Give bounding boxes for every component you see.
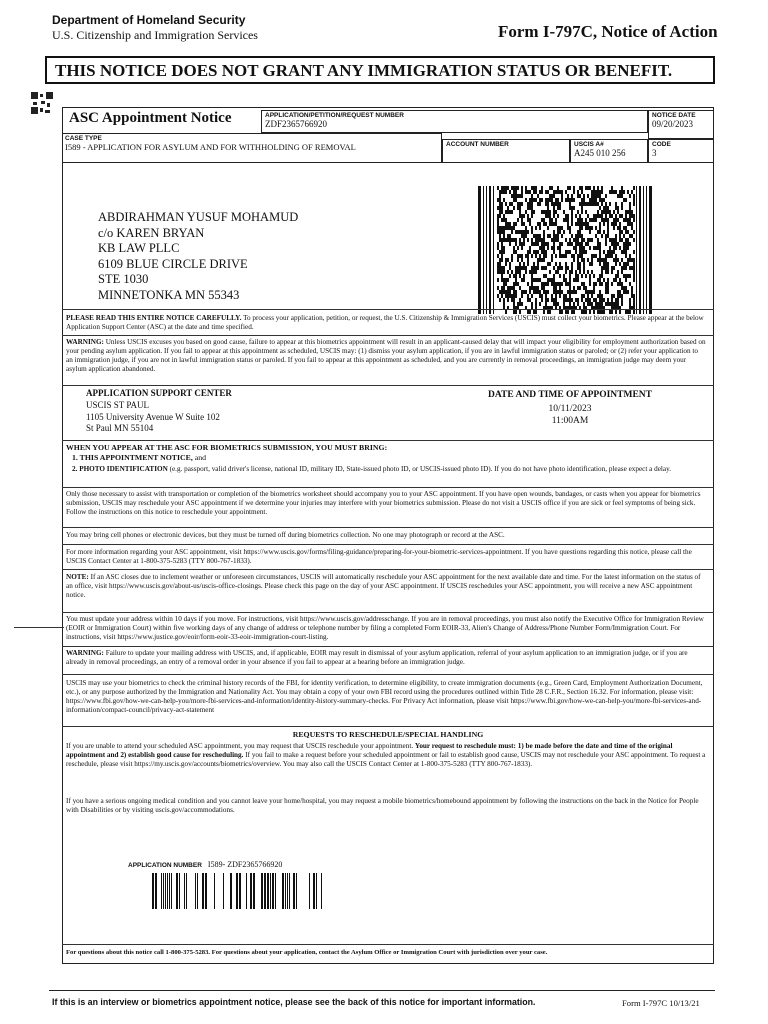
account-number-label: ACCOUNT NUMBER xyxy=(446,141,509,148)
note-bold: NOTE: xyxy=(66,573,89,581)
app-number-value: ZDF2365766920 xyxy=(265,119,328,129)
divider xyxy=(62,440,714,441)
warning-bold: WARNING: xyxy=(66,338,104,346)
code-value: 3 xyxy=(652,148,657,158)
reschedule-bold: Your request to reschedule must: 1) be made before the date and time of the original appointment and 2) establish good cause for rescheduling. xyxy=(66,742,673,759)
bring-item-1-text: and xyxy=(192,453,207,462)
medical-paragraph: If you have a serious ongoing medical condition and you cannot leave your home/hospital, you may request a mobile biometrics/homebound appointment by following the instructions on the back in the Notice for People with Disabilities or by visiting uscis.gov/accommodations. xyxy=(66,797,699,814)
asc-label: APPLICATION SUPPORT CENTER xyxy=(86,388,232,398)
reschedule-text-a: If you are unable to attend your scheduled ASC appointment, you may request that USCIS reschedule your appointment. xyxy=(66,742,415,750)
appointment-time: 11:00AM xyxy=(551,416,589,426)
code-label: CODE xyxy=(652,141,671,148)
case-type-label: CASE TYPE xyxy=(65,135,102,142)
warning-text: Unless USCIS excuses you based on good cause, failure to appear at this biometrics appointment will result in an applicant-caused delay that will impact your eligibility for employment authorization based on your pending asylum application. If you fail to appear at this appointment as scheduled, USCIS may: (1) dismiss your asylum application, if you are in lawful immigration status or paroled; or (2) refer your application to an immigration judge, if you are not in lawful immigration status or paroled. If you fail to appear at this appointment as scheduled, and you are currently in removal proceedings, an immigration judge may deem your asylum application abandoned. xyxy=(66,338,706,373)
notice-title: ASC Appointment Notice xyxy=(69,110,232,126)
only-necessary-paragraph: Only those necessary to assist with transportation or completion of the biometrics worksheet should accompany you to your ASC appointment. If you have open wounds, bandages, or casts when you appear for biometrics submission, USCIS may reschedule your ASC appointment if we determine your injuries may interfere with your biometrics submission. Please do not visit a USCIS office if you are sick or feel symptoms of being sick. Follow the instructions on this notice to reschedule your appointment. xyxy=(66,490,701,516)
footer-rule xyxy=(49,990,715,991)
app-number-label: APPLICATION/PETITION/REQUEST NUMBER xyxy=(265,112,404,119)
read-carefully-text: To process your application, petition, or request, the U.S. Citizenship & Immigration Services (USCIS) must collect your biometrics. Please appear at the below Application Support Center (ASC) at the date and time specified. xyxy=(66,314,704,331)
margin-mark xyxy=(14,627,64,628)
divider xyxy=(62,944,714,945)
uscis-number-cell xyxy=(570,139,648,163)
agency-name: Department of Homeland Security xyxy=(52,13,246,27)
form-title: Form I-797C, Notice of Action xyxy=(498,22,718,41)
bring-item-2 xyxy=(72,465,706,474)
more-info-paragraph: For more information regarding your ASC appointment, visit https://www.uscis.gov/forms/filing-guidance/preparing-for-your-biometric-services-appointment. If you have questions regarding this notice, please call the USCIS Contact Center at 1-800-375-5283 (TTY 800-767-1833). xyxy=(66,548,692,565)
notice-title-cell xyxy=(62,107,261,133)
status-banner: THIS NOTICE DOES NOT GRANT ANY IMMIGRATION STATUS OR BENEFIT. xyxy=(45,56,715,84)
address-update-paragraph: You must update your address within 10 days if you move. For instructions, visit https://www.uscis.gov/addresschange. If you are in removal proceedings, you must also notify the Executive Office for Immigration Review (EOIR or Immigration Court) within five working days of any change of address or telephone number by filing a completed Form EOIR-33, Alien's Change of Address/Phone Number Form/Immigration Court. For instructions, visit https://www.justice.gov/eoir/form-eoir-33-eoir-immigration-court-listing. xyxy=(66,615,704,641)
asc-line: USCIS ST PAUL xyxy=(86,400,150,410)
divider xyxy=(62,646,714,647)
application-number-line xyxy=(128,860,282,869)
uscis-number-value: A245 010 256 xyxy=(574,148,626,158)
qr-code-icon xyxy=(31,92,53,114)
case-type-value: I589 - APPLICATION FOR ASYLUM AND FOR WITHHOLDING OF REMOVAL xyxy=(65,142,356,152)
mailing-address xyxy=(98,210,298,303)
address-line: ABDIRAHMAN YUSUF MOHAMUD xyxy=(98,210,299,224)
questions-line: For questions about this notice call 1-800-375-5283. For questions about your application, contact the Asylum Office or Immigration Court with jurisdiction over your case. xyxy=(66,949,548,956)
divider xyxy=(62,544,714,545)
bring-item-1 xyxy=(72,453,206,462)
appointment-label: DATE AND TIME OF APPOINTMENT xyxy=(488,390,652,400)
bring-item-2-bold: 2. PHOTO IDENTIFICATION xyxy=(72,465,168,473)
divider xyxy=(62,335,714,336)
notice-date-cell xyxy=(648,110,714,139)
asc-address xyxy=(86,400,220,435)
subagency-name: U.S. Citizenship and Immigration Services xyxy=(52,28,258,42)
appointment-datetime xyxy=(470,403,670,427)
asc-line: St Paul MN 55104 xyxy=(86,423,154,433)
divider xyxy=(62,487,714,488)
note-paragraph xyxy=(66,573,706,600)
notice-date-label: NOTICE DATE xyxy=(652,112,696,119)
warning2-paragraph xyxy=(66,649,706,667)
divider xyxy=(62,527,714,528)
uscis-number-label: USCIS A# xyxy=(574,141,604,148)
reschedule-text-b: If you fail to make a request before your scheduled appointment or fail to establish good cause, USCIS may not reschedule your ASC appointment. To request a reschedule, please visit https://my.uscis.gov/accounts/biometrics/overview. You may also call the USCIS Contact Center at 1-800-375-5283 (TTY 800-767-1833). xyxy=(66,751,706,768)
application-number-label: APPLICATION NUMBER xyxy=(128,862,202,869)
fbi-paragraph: USCIS may use your biometrics to check the criminal history records of the FBI, for identity verification, to determine eligibility, to create immigration documents (e.g., Green Card, Employment Authorization Document, etc.), or any purpose authorized by the Immigration and Nationality Act. You may obtain a copy of your own FBI record using the procedures outlined within Title 28 C.F.R., Section 16.32. For information, please visit: https://www.fbi.gov/how-we-can-help-you/more-fbi-services-and-information/identity-history-summary-checks. For Privacy Act information, please visit https://www.fbi.gov/how-we-can-help-you/more-fbi-services-and-information/compact-council/privacy-act-statement xyxy=(66,679,703,714)
app-number-cell xyxy=(261,110,648,133)
address-line: MINNETONKA MN 55343 xyxy=(98,287,240,302)
warning2-bold: WARNING: xyxy=(66,649,104,657)
pdf417-barcode xyxy=(478,186,653,314)
footer-note: If this is an interview or biometrics appointment notice, please see the back of this notice for important information. xyxy=(52,997,536,1007)
reschedule-paragraph xyxy=(66,742,706,769)
address-line: c/o KAREN BRYAN xyxy=(98,225,205,240)
footer-form-id: Form I-797C 10/13/21 xyxy=(622,998,700,1008)
phones-paragraph: You may bring cell phones or electronic devices, but they must be turned off during biometrics collection. No one may photograph or record at the ASC. xyxy=(66,531,505,539)
reschedule-header: REQUESTS TO RESCHEDULE/SPECIAL HANDLING xyxy=(292,730,484,739)
notice-date-value: 09/20/2023 xyxy=(652,119,694,129)
divider xyxy=(62,726,714,727)
bring-item-1-bold: 1. THIS APPOINTMENT NOTICE, xyxy=(72,453,193,462)
linear-barcode xyxy=(152,873,324,909)
warning-paragraph xyxy=(66,338,706,374)
note-text: If an ASC closes due to inclement weather or unforeseen circumstances, USCIS will automatically reschedule your ASC appointment for the next available date and time. For the latest information on the status of an office, visit https://www.uscis.gov/about-us/uscis-office-closings. Please check this page on the day of your ASC appointment. If USCIS reschedules your ASC appointment, you will receive a new ASC appointment notice. xyxy=(66,573,701,599)
divider xyxy=(62,309,714,310)
warning2-text: Failure to update your mailing address with USCIS, and, if applicable, EOIR may result in dismissal of your asylum application, referral of your asylum application to an immigration judge, or if you are already in removal proceedings, an entry of a removal order in your absence if you fail to appear at a hearing before an immigration judge. xyxy=(66,649,688,666)
appointment-date: 10/11/2023 xyxy=(548,404,592,414)
code-cell xyxy=(648,139,714,163)
address-line: STE 1030 xyxy=(98,272,149,286)
divider xyxy=(62,385,714,386)
address-line: KB LAW PLLC xyxy=(98,241,180,255)
read-carefully-paragraph xyxy=(66,314,706,332)
application-number-value: I589- ZDF2365766920 xyxy=(207,860,283,869)
case-type-cell xyxy=(62,133,442,163)
divider xyxy=(62,569,714,570)
bring-item-2-text: (e.g. passport, valid driver's license, national ID, military ID, State-issued photo ID, or USCIS-issued photo ID). If you do not have photo identification, please expect a delay. xyxy=(167,465,672,473)
address-line: 6109 BLUE CIRCLE DRIVE xyxy=(98,256,248,271)
asc-line: 1105 University Avenue W Suite 102 xyxy=(86,411,220,422)
divider xyxy=(62,674,714,675)
bring-header: WHEN YOU APPEAR AT THE ASC FOR BIOMETRICS SUBMISSION, YOU MUST BRING: xyxy=(66,443,388,452)
read-carefully-bold: PLEASE READ THIS ENTIRE NOTICE CAREFULLY. xyxy=(66,314,242,322)
account-number-cell xyxy=(442,139,570,163)
divider xyxy=(62,612,714,613)
